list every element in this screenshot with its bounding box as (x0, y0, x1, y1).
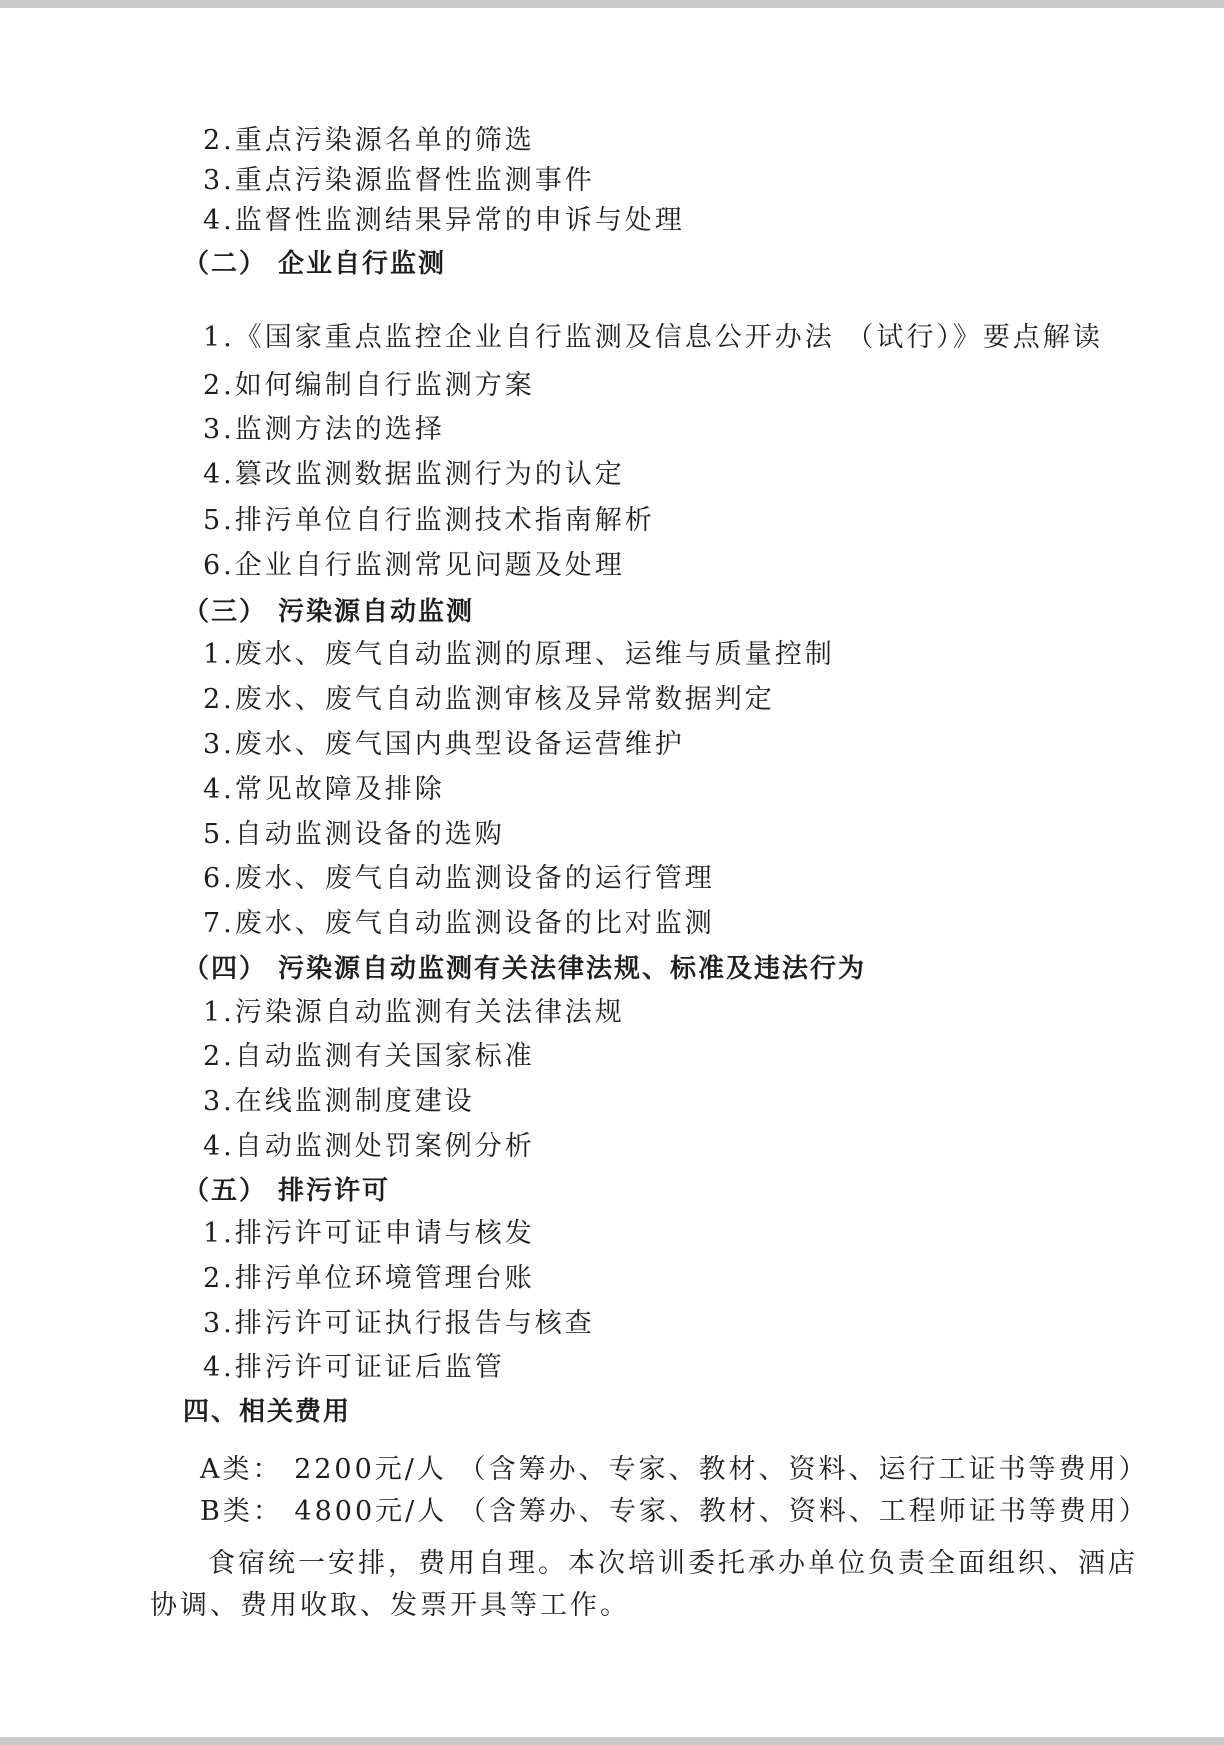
list-item: 7.废水、废气自动监测设备的比对监测 (203, 908, 715, 939)
section-heading-enterprise-monitoring: （二） 企业自行监测 (183, 249, 447, 279)
list-item: 4.排污许可证证后监管 (203, 1352, 505, 1383)
section-heading-fees: 四、相关费用 (183, 1397, 352, 1427)
list-item: 4.常见故障及排除 (203, 774, 445, 805)
list-item: 4.自动监测处罚案例分析 (203, 1131, 535, 1162)
section-heading-discharge-permit: （五） 排污许可 (183, 1176, 391, 1206)
list-item: 1.废水、废气自动监测的原理、运维与质量控制 (203, 639, 835, 670)
section-heading-auto-monitoring: （三） 污染源自动监测 (183, 597, 475, 627)
list-item: 2.如何编制自行监测方案 (203, 370, 535, 401)
list-item: 2.废水、废气自动监测审核及异常数据判定 (203, 684, 775, 715)
list-item: 2.自动监测有关国家标准 (203, 1041, 535, 1072)
list-item: 3.监测方法的选择 (203, 414, 445, 445)
fee-note-line: 食宿统一安排，费用自理。本次培训委托承办单位负责全面组织、酒店 (208, 1548, 1138, 1579)
list-item: 3.排污许可证执行报告与核查 (203, 1308, 595, 1339)
section-heading-laws-standards: （四） 污染源自动监测有关法律法规、标准及违法行为 (183, 954, 867, 984)
list-item: 2.重点污染源名单的筛选 (203, 125, 535, 156)
list-item: 3.重点污染源监督性监测事件 (203, 165, 595, 196)
list-item: 5.自动监测设备的选购 (203, 819, 505, 850)
list-item: 1.《国家重点监控企业自行监测及信息公开办法 （试行）》要点解读 (203, 322, 1103, 353)
list-item: 6.企业自行监测常见问题及处理 (203, 550, 625, 581)
fee-note-line: 协调、费用收取、发票开具等工作。 (150, 1590, 630, 1621)
list-item: 6.废水、废气自动监测设备的运行管理 (203, 863, 715, 894)
page-bottom-edge (0, 1737, 1224, 1745)
fee-class-a: A类： 2200元/人 （含筹办、专家、教材、资料、运行工证书等费用） (200, 1454, 1149, 1485)
list-item: 1.排污许可证申请与核发 (203, 1218, 535, 1249)
list-item: 1.污染源自动监测有关法律法规 (203, 997, 625, 1028)
list-item: 3.在线监测制度建设 (203, 1086, 475, 1117)
list-item: 4.篡改监测数据监测行为的认定 (203, 459, 625, 490)
list-item: 2.排污单位环境管理台账 (203, 1263, 535, 1294)
list-item: 3.废水、废气国内典型设备运营维护 (203, 729, 685, 760)
fee-class-b: B类： 4800元/人 （含筹办、专家、教材、资料、工程师证书等费用） (200, 1496, 1149, 1527)
list-item: 4.监督性监测结果异常的申诉与处理 (203, 205, 685, 236)
list-item: 5.排污单位自行监测技术指南解析 (203, 505, 655, 536)
